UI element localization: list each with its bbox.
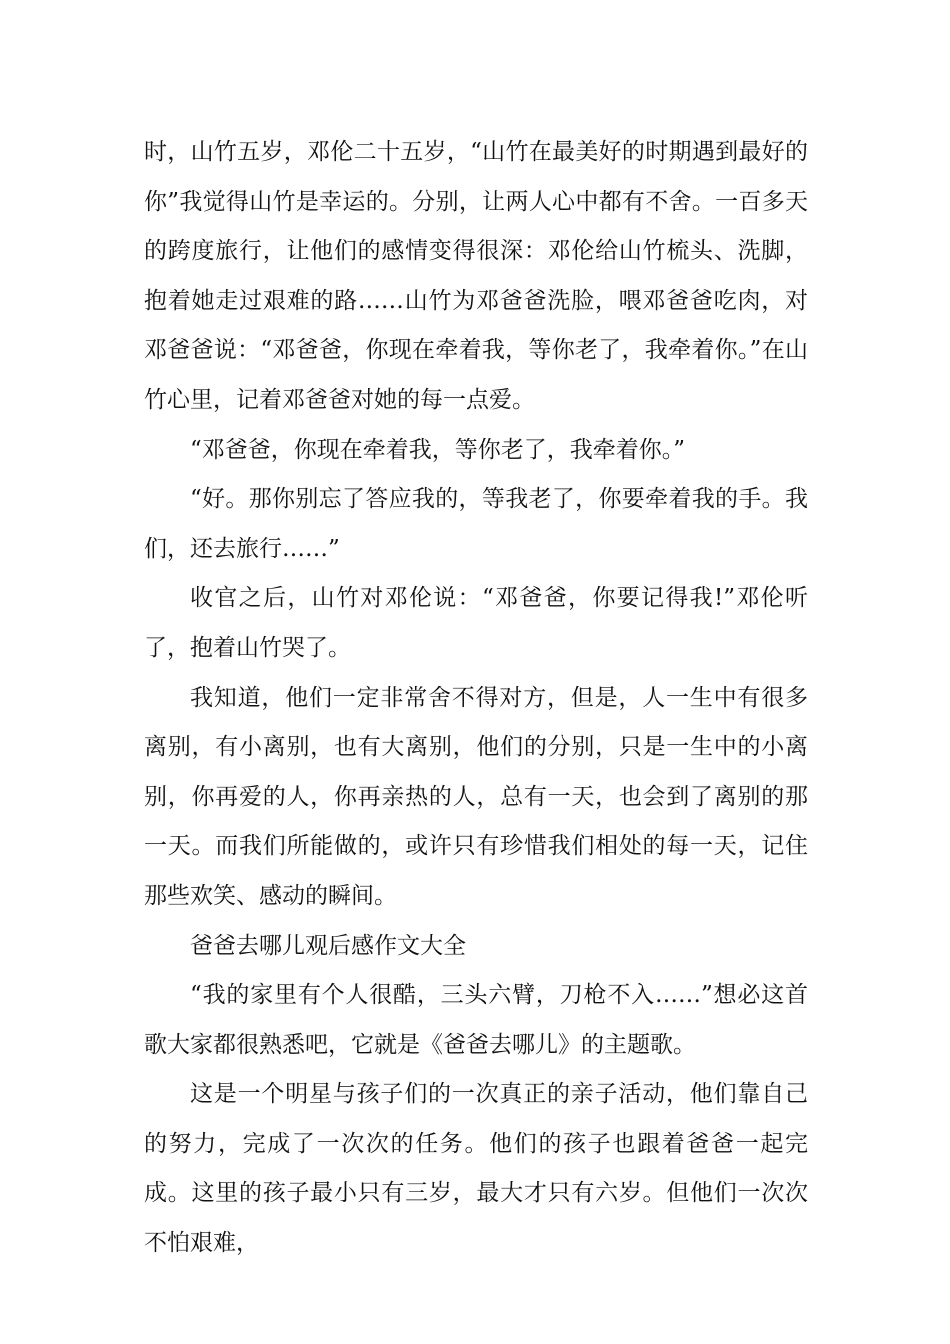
paragraph-quote-1: “邓爸爸，你现在牵着我，等你老了，我牵着你。” [190, 436, 686, 463]
paragraph-continuation: 时，山竹五岁，邓伦二十五岁，“山竹在最美好的时期遇到最好的你”我觉得山竹是幸运的。分别，让两人心中都有不舍。一百多天的跨度旅行，让他们的感情变得很深：邓伦给山竹梳头、洗脚，抱着她走过艰难的路……山竹为邓爸爸洗脸，喂邓爸爸吃肉，对邓爸爸说：“邓爸爸，你现在牵着我，等你老了，我牵着你。”在山竹心里，记着邓爸爸对她的每一点爱。 [144, 139, 808, 413]
paragraph: “我的家里有个人很酷，三头六臂，刀枪不入……”想必这首歌大家都很熟悉吧，它就是《爸爸去哪儿》的主题歌。 [144, 982, 808, 1058]
paragraph: 这是一个明星与孩子们的一次真正的亲子活动，他们靠自己的努力，完成了一次次的任务。他们的孩子也跟着爸爸一起完成。这里的孩子最小只有三岁，最大才只有六岁。但他们一次次不怕艰难， [144, 1081, 808, 1257]
paragraph: 我知道，他们一定非常舍不得对方，但是，人一生中有很多离别，有小离别，也有大离别，他们的分别，只是一生中的小离别，你再爱的人，你再亲热的人，总有一天，也会到了离别的那一天。而我们所能做的，或许只有珍惜我们相处的每一天，记住那些欢笑、感动的瞬间。 [144, 684, 808, 909]
document-body [144, 128, 808, 1269]
section-heading: 爸爸去哪儿观后感作文大全 [190, 932, 466, 959]
paragraph-quote-2: “好。那你别忘了答应我的，等我老了，你要牵着我的手。我们，还去旅行……” [144, 486, 808, 562]
paragraph: 收官之后，山竹对邓伦说：“邓爸爸，你要记得我!”邓伦听了，抱着山竹哭了。 [144, 585, 808, 661]
